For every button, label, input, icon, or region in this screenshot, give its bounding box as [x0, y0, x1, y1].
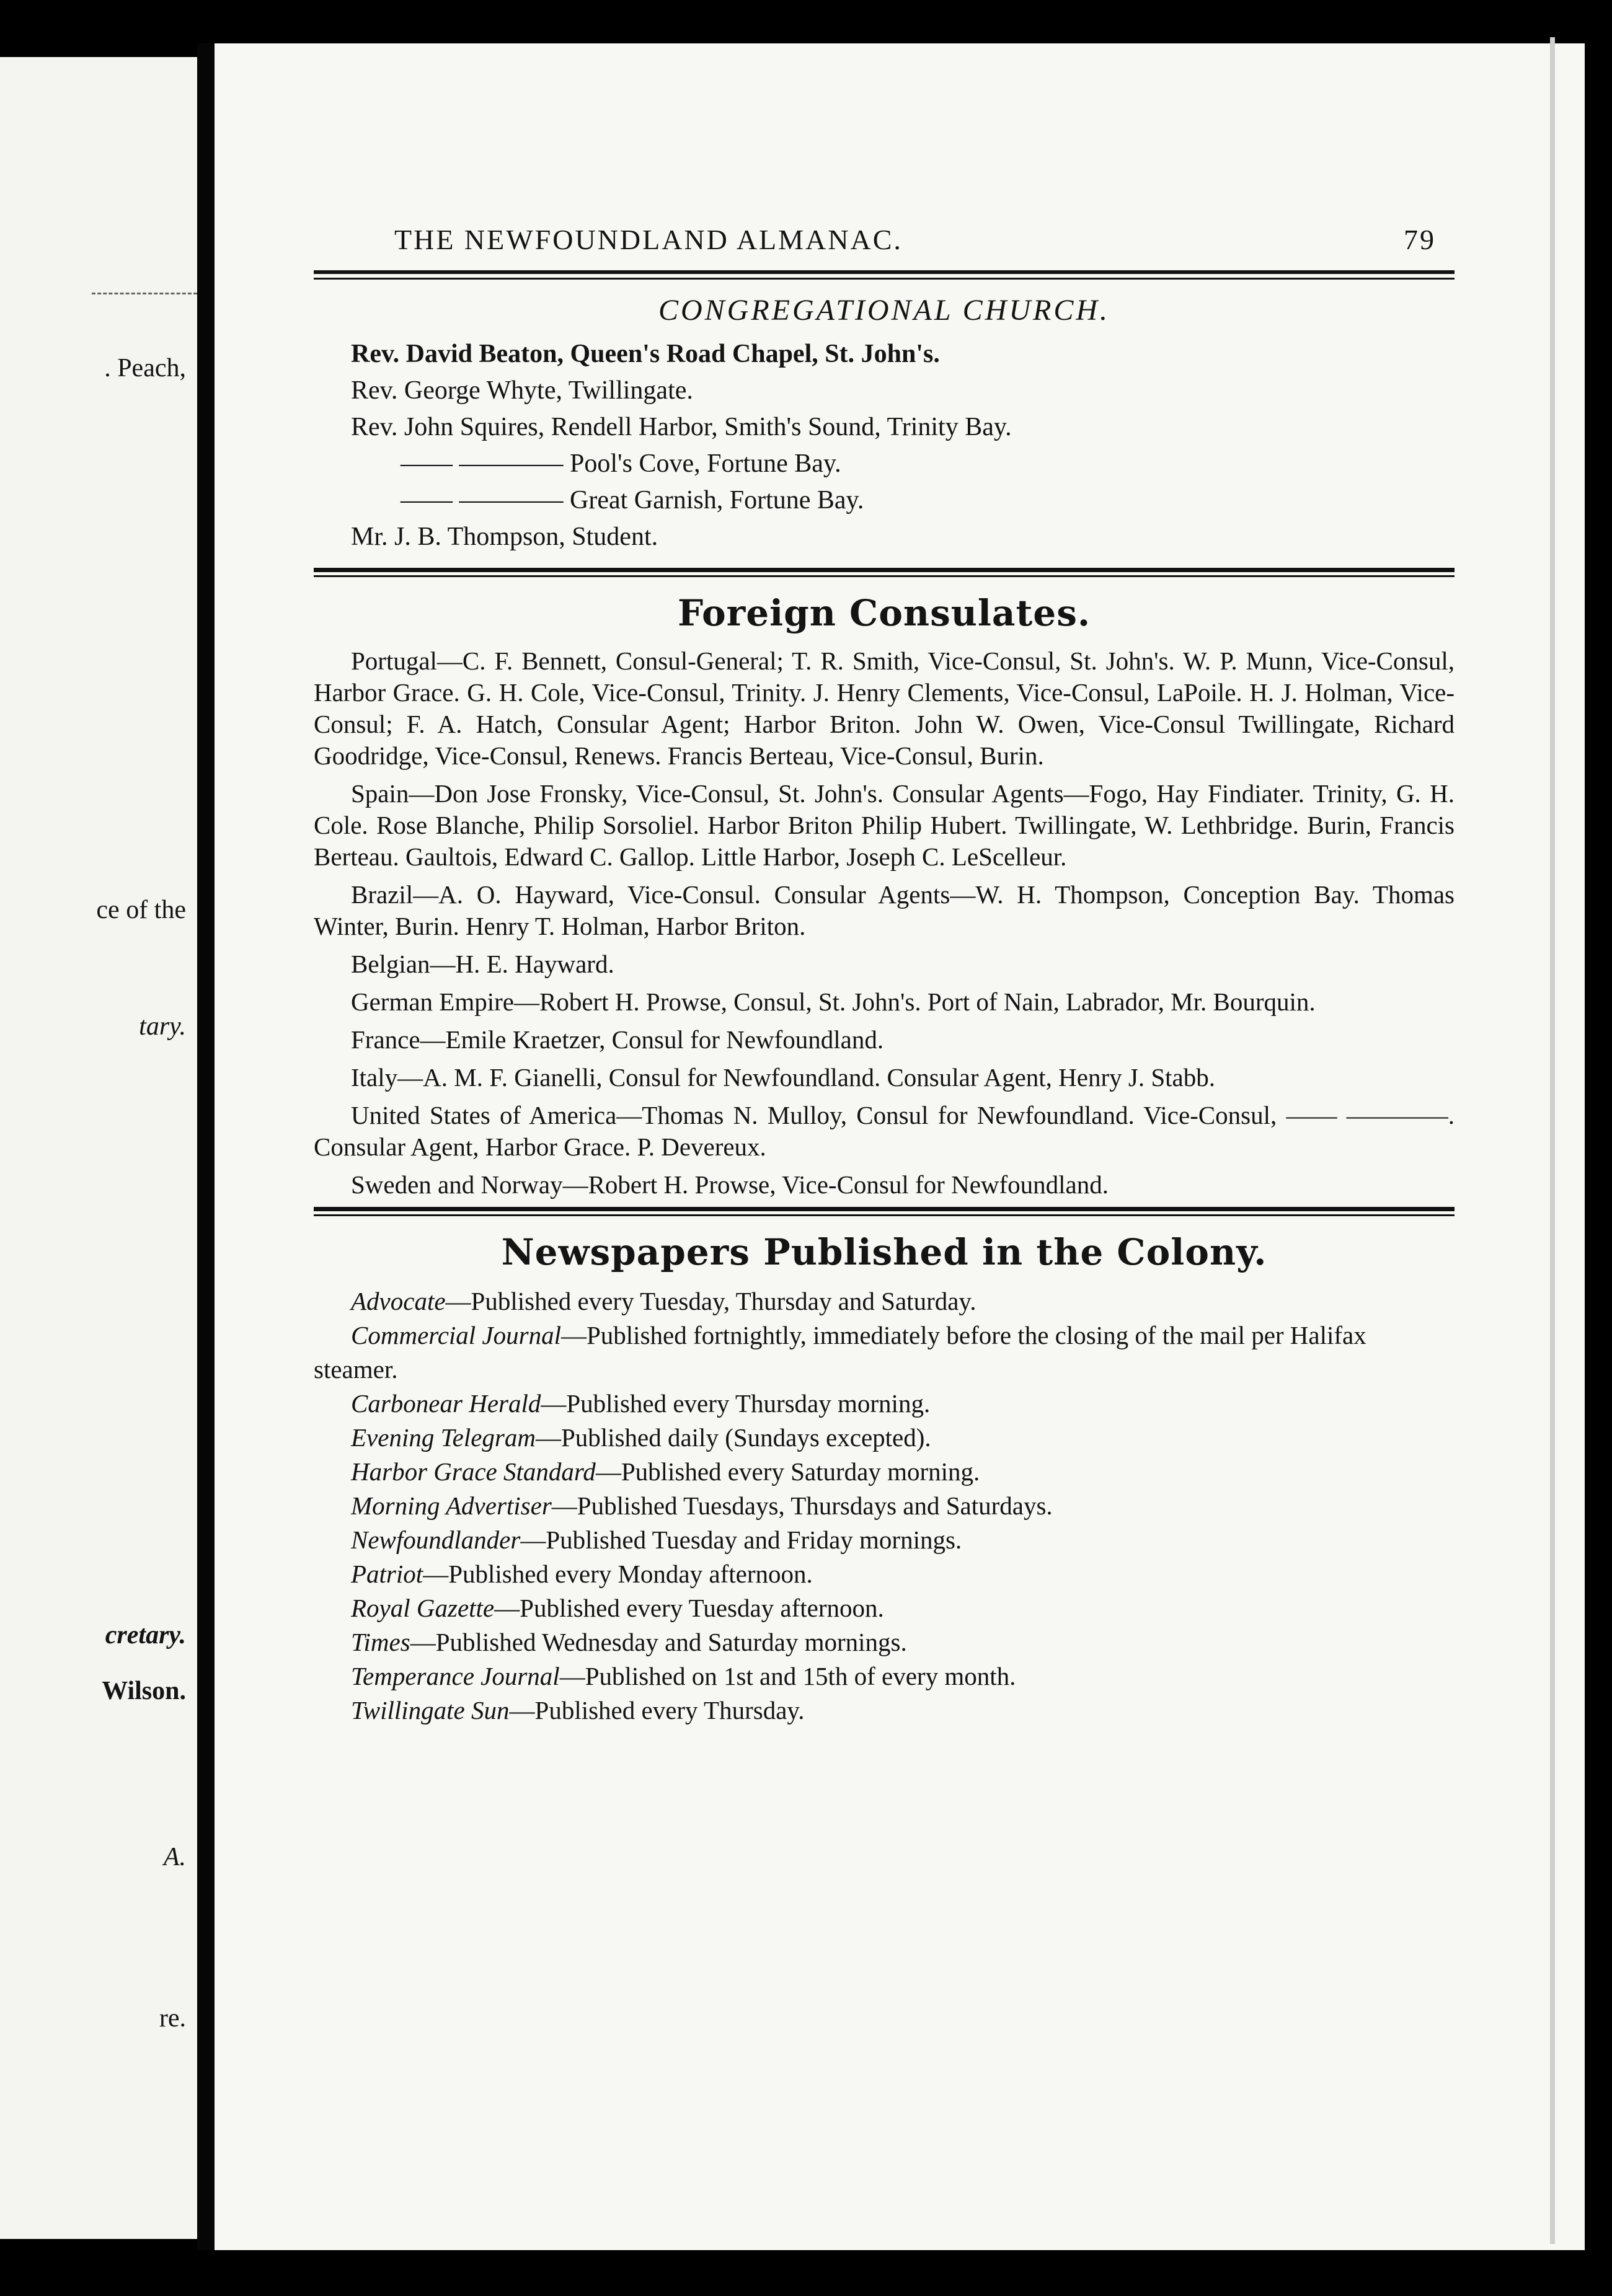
consulate-entry: United States of America—Thomas N. Mulloy, Consul for Newfoundland. Vice-Consul, —— ————. Consular Agent, Harbor Grace. P. Devereux.: [314, 1101, 1455, 1161]
newspaper-name: Royal Gazette: [351, 1594, 495, 1622]
newspaper-description: —Published every Tuesday afternoon.: [494, 1594, 884, 1622]
fragment-line: . Peach,: [104, 354, 186, 382]
newspaper-description: —Published every Tuesday, Thursday and Saturday.: [445, 1287, 976, 1315]
newspaper-name: Carbonear Herald: [351, 1389, 541, 1418]
newspaper-description: —Published every Monday afternoon.: [423, 1560, 813, 1588]
section-heading-consulates: Foreign Consulates.: [677, 592, 1091, 634]
newspapers-list: [314, 1284, 1455, 1728]
list-item: —— ———— Great Garnish, Fortune Bay.: [401, 486, 864, 514]
newspaper-name: Times: [351, 1628, 410, 1656]
list-item: Rev. David Beaton, Queen's Road Chapel, St. John's.: [351, 340, 940, 368]
newspaper-name: Temperance Journal: [351, 1662, 560, 1690]
fragment-line: cretary.: [105, 1621, 186, 1649]
list-item: [314, 1421, 1455, 1455]
newspaper-name: Twillingate Sun: [351, 1696, 510, 1724]
list-item: [314, 1591, 1455, 1625]
newspaper-description: —Published fortnightly, immediately before the closing of the mail per Halifax steamer.: [314, 1321, 1366, 1384]
dashed-rule: [92, 293, 197, 294]
list-item: [314, 1523, 1455, 1557]
newspaper-name: Advocate: [351, 1287, 446, 1315]
newspaper-name: Evening Telegram: [351, 1423, 536, 1452]
fragment-line: ce of the: [96, 896, 186, 924]
section-heading-newspapers: Newspapers Published in the Colony.: [501, 1231, 1267, 1273]
newspaper-description: —Published Tuesday and Friday mornings.: [520, 1526, 962, 1554]
list-item: [314, 1659, 1455, 1693]
almanac-page: [215, 43, 1585, 2250]
fragment-line: A.: [163, 1843, 186, 1871]
consulate-entry: Portugal—C. F. Bennett, Consul-General; T. R. Smith, Vice-Consul, St. John's. W. P. Munn, Vice-Consul, Harbor Grace. G. H. Cole, Vice-Consul, Trinity. J. Henry Clements, Vice-Consul, LaPoile. H. J. Holman, Vice-Consul; F. A. Hatch, Consular Agent; Harbor Briton. John W. Owen, Vice-Consul Twillingate, Richard Goodridge, Vice-Consul, Renews. Francis Berteau, Vice-Consul, Burin.: [314, 647, 1455, 770]
list-item: [314, 1318, 1455, 1387]
newspaper-description: —Published Wednesday and Saturday mornings.: [410, 1628, 907, 1656]
page-gutter: [197, 43, 215, 2250]
consulate-entry: Italy—A. M. F. Gianelli, Consul for Newfoundland. Consular Agent, Henry J. Stabb.: [351, 1063, 1215, 1092]
section-heading-congregational: CONGREGATIONAL CHURCH.: [658, 294, 1110, 327]
newspaper-description: —Published every Thursday morning.: [541, 1389, 931, 1418]
newspaper-name: Patriot: [351, 1560, 423, 1588]
newspaper-description: —Published every Thursday.: [509, 1696, 805, 1724]
list-item: Rev. George Whyte, Twillingate.: [351, 376, 693, 405]
fragment-line: re.: [159, 2004, 186, 2033]
list-item: [314, 1625, 1455, 1659]
page-title: THE NEWFOUNDLAND ALMANAC.: [394, 224, 903, 255]
newspaper-name: Newfoundlander: [351, 1526, 521, 1554]
header-rule: [314, 270, 1455, 280]
fragment-line: tary.: [139, 1012, 186, 1041]
section-divider: [314, 568, 1455, 577]
newspaper-description: —Published Tuesdays, Thursdays and Saturdays.: [551, 1491, 1053, 1520]
consulates-list: [314, 645, 1455, 1201]
list-item: [314, 1693, 1455, 1728]
consulate-entry: German Empire—Robert H. Prowse, Consul, St. John's. Port of Nain, Labrador, Mr. Bourquin.: [351, 987, 1316, 1016]
list-item: [314, 1455, 1455, 1489]
consulate-entry: Sweden and Norway—Robert H. Prowse, Vice-Consul for Newfoundland.: [351, 1170, 1109, 1199]
list-item: [314, 1489, 1455, 1523]
fragment-line: Wilson.: [102, 1677, 186, 1705]
page-content: [314, 223, 1455, 1728]
clergy-list: [314, 336, 1455, 555]
consulate-entry: Spain—Don Jose Fronsky, Vice-Consul, St. John's. Consular Agents—Fogo, Hay Findiater. Trinity, G. H. Cole. Rose Blanche, Philip Sorsoliel. Harbor Briton Philip Hubert. Twillingate, W. Lethbridge. Burin, Francis Berteau. Gaultois, Edward C. Gallop. Little Harbor, Joseph C. LeScelleur.: [314, 779, 1455, 871]
list-item: [314, 1284, 1455, 1318]
newspaper-name: Morning Advertiser: [351, 1491, 552, 1520]
newspaper-name: Commercial Journal: [351, 1321, 561, 1349]
consulate-entry: Brazil—A. O. Hayward, Vice-Consul. Consular Agents—W. H. Thompson, Conception Bay. Thomas Winter, Burin. Henry T. Holman, Harbor Briton.: [314, 880, 1455, 940]
newspaper-description: —Published on 1st and 15th of every month.: [559, 1662, 1016, 1690]
newspaper-description: —Published daily (Sundays excepted).: [535, 1423, 931, 1452]
list-item: [314, 1557, 1455, 1591]
running-head: [314, 223, 1455, 267]
list-item: [314, 1387, 1455, 1421]
list-item: —— ———— Pool's Cove, Fortune Bay.: [401, 449, 841, 478]
section-divider: [314, 1207, 1455, 1216]
list-item: Mr. J. B. Thompson, Student.: [351, 523, 658, 551]
page-edge: [1550, 37, 1555, 2244]
page-number: 79: [1404, 224, 1436, 255]
consulate-entry: France—Emile Kraetzer, Consul for Newfoundland.: [351, 1025, 884, 1054]
newspaper-name: Harbor Grace Standard: [351, 1457, 596, 1486]
list-item: Rev. John Squires, Rendell Harbor, Smith's Sound, Trinity Bay.: [351, 413, 1012, 441]
consulate-entry: Belgian—H. E. Hayward.: [351, 950, 614, 978]
facing-page-fragment: [0, 57, 197, 2239]
newspaper-description: —Published every Saturday morning.: [595, 1457, 980, 1486]
